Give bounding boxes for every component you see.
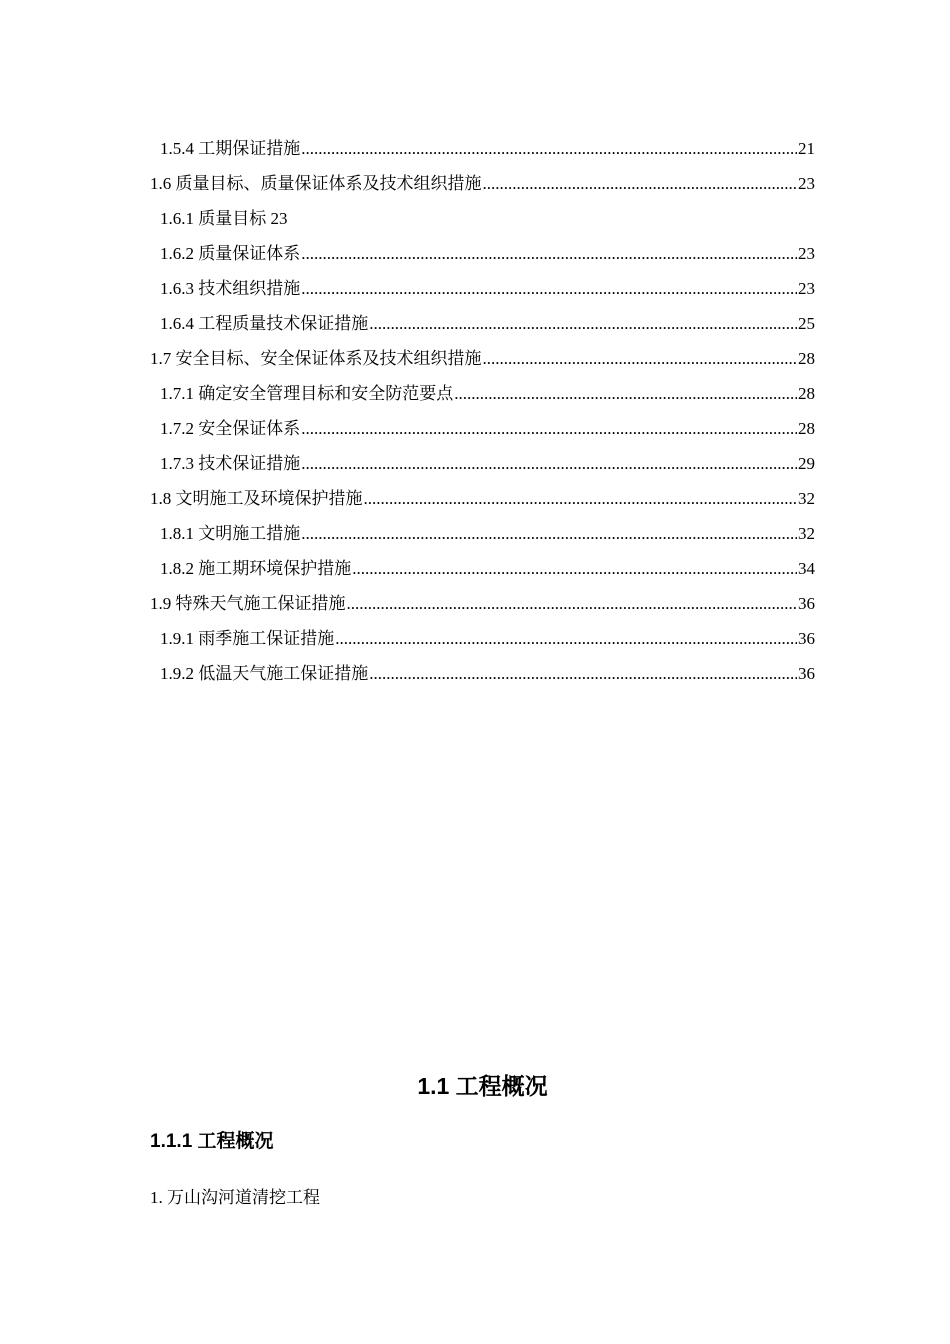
toc-entry[interactable] [150,205,815,240]
toc-page-number: 23 [798,174,815,193]
toc-entry-label: 1.6.4 工程质量技术保证措施 [160,314,369,333]
toc-leader-dots [301,450,797,478]
toc-entry[interactable] [150,485,815,520]
toc-leader-dots [335,625,797,653]
toc-leader-dots [369,660,797,688]
toc-page-number: 23 [798,244,815,263]
toc-entry-label: 1.6.2 质量保证体系 [160,244,301,263]
toc-entry[interactable] [150,660,815,695]
toc-entry-label: 1.9.1 雨季施工保证措施 [160,629,335,648]
toc-leader-dots [369,310,797,338]
toc-entry-label: 1.7 安全目标、安全保证体系及技术组织措施 [150,349,482,368]
toc-entry[interactable] [150,415,815,450]
toc-page-number: 36 [798,664,815,683]
section-heading-2: 1.1.1 工程概况 [150,1131,274,1152]
toc-entry-label: 1.6.1 质量目标 23 [160,209,288,228]
toc-entry[interactable] [150,275,815,310]
toc-leader-dots [352,555,797,583]
toc-leader-dots [364,485,798,513]
toc-entry[interactable] [150,310,815,345]
toc-entry-label: 1.8.1 文明施工措施 [160,524,301,543]
toc-page-number: 21 [798,139,815,158]
toc-entry[interactable] [150,590,815,625]
table-of-contents [150,135,815,695]
toc-entry[interactable] [150,450,815,485]
toc-page-number: 36 [798,594,815,613]
toc-page-number: 23 [798,279,815,298]
toc-entry[interactable] [150,625,815,660]
toc-page-number: 34 [798,559,815,578]
toc-page-number: 28 [798,349,815,368]
toc-leader-dots [301,275,797,303]
toc-entry[interactable] [150,170,815,205]
toc-entry-label: 1.6.3 技术组织措施 [160,279,301,298]
section-heading-1: 1.1 工程概况 [417,1073,548,1099]
toc-entry-label: 1.7.1 确定安全管理目标和安全防范要点 [160,384,454,403]
toc-entry[interactable] [150,520,815,555]
body-paragraph: 1. 万山沟河道清挖工程 [150,1188,320,1207]
toc-entry-label: 1.9 特殊天气施工保证措施 [150,594,346,613]
toc-leader-dots [483,345,798,373]
toc-leader-dots [454,380,797,408]
toc-leader-dots [301,415,797,443]
toc-leader-dots [301,520,797,548]
toc-leader-dots [301,240,797,268]
toc-entry-label: 1.8 文明施工及环境保护措施 [150,489,363,508]
toc-entry-label: 1.5.4 工期保证措施 [160,139,301,158]
toc-page-number: 28 [798,384,815,403]
toc-entry[interactable] [150,345,815,380]
toc-leader-dots [483,170,798,198]
toc-page-number: 28 [798,419,815,438]
toc-leader-dots [347,590,798,618]
toc-page-number: 32 [798,524,815,543]
toc-entry-label: 1.9.2 低温天气施工保证措施 [160,664,369,683]
toc-page-number: 32 [798,489,815,508]
toc-leader-dots [301,135,797,163]
toc-entry[interactable] [150,135,815,170]
toc-entry[interactable] [150,380,815,415]
toc-page-number: 36 [798,629,815,648]
toc-entry-label: 1.7.3 技术保证措施 [160,454,301,473]
toc-page-number: 25 [798,314,815,333]
toc-page-number: 29 [798,454,815,473]
toc-entry[interactable] [150,555,815,590]
toc-entry-label: 1.8.2 施工期环境保护措施 [160,559,352,578]
toc-entry-label: 1.7.2 安全保证体系 [160,419,301,438]
toc-entry[interactable] [150,240,815,275]
toc-entry-label: 1.6 质量目标、质量保证体系及技术组织措施 [150,174,482,193]
